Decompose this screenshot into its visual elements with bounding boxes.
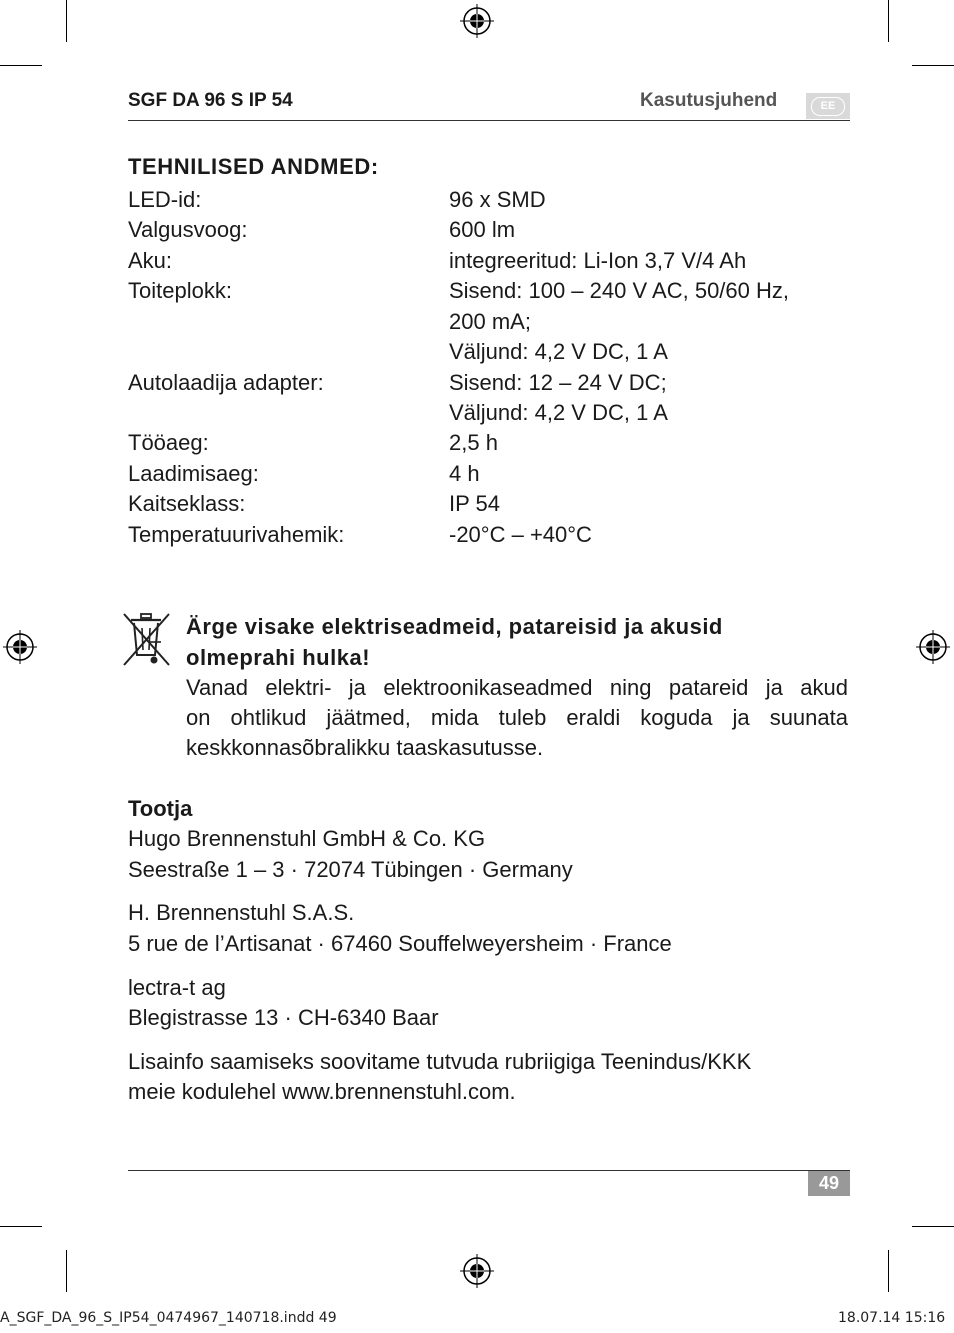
spec-value: 4 h [449,461,480,486]
disposal-warning-line: keskkonnasõbralikku taaskasutusse. [186,735,544,760]
language-code: EE [811,97,845,116]
header-doc-type: Kasutusjuhend [640,90,778,111]
manufacturer-line: Lisainfo saamiseks soovitame tutvuda rubriigiga Teenindus/KKK [128,1049,752,1074]
spec-key: LED-id: [128,187,202,212]
manufacturer-line: Blegistrasse 13 · CH-6340 Baar [128,1005,439,1030]
manufacturer-line: 5 rue de l’Artisanat · 67460 Souffelweyersheim · France [128,931,672,956]
crop-mark [912,65,954,66]
crop-mark [66,0,67,42]
crop-mark [888,0,889,42]
specs-title: TEHNILISED ANDMED: [128,154,379,179]
disposal-warning-title [186,611,850,673]
spec-value: integreeritud: Li-Ion 3,7 V/4 Ah [449,248,747,273]
file-slug: A_SGF_DA_96_S_IP54_0474967_140718.indd 49 [0,1310,337,1326]
footer-rule [128,1170,850,1171]
spec-value: 200 mA; [449,309,531,334]
spec-key: Kaitseklass: [128,491,246,516]
spec-value: Väljund: 4,2 V DC, 1 A [449,400,668,425]
crop-mark [888,1250,889,1292]
manufacturer-line: lectra-t ag [128,975,226,1000]
crop-mark [66,1250,67,1292]
spec-value: 600 lm [449,217,516,242]
registration-mark-icon [460,1254,494,1288]
spec-value: -20°C – +40°C [449,522,592,547]
disposal-warning-line: Vanad elektri- ja elektroonikaseadmed ning patareid ja akud [186,675,848,700]
spec-value: Sisend: 12 – 24 V DC; [449,370,667,395]
spec-key: Valgusvoog: [128,217,248,242]
crop-mark [0,1226,42,1227]
disposal-warning-text [186,673,848,763]
spec-value: Väljund: 4,2 V DC, 1 A [449,339,668,364]
spec-key: Temperatuurivahemik: [128,522,345,547]
header-rule [128,120,850,121]
crop-mark [912,1226,954,1227]
registration-mark-icon [460,4,494,38]
registration-mark-icon [3,630,37,664]
manufacturer-line: meie kodulehel www.brennenstuhl.com. [128,1079,516,1104]
crop-mark [0,65,42,66]
header-model: SGF DA 96 S IP 54 [128,90,293,111]
spec-value: 96 x SMD [449,187,546,212]
manufacturer-line: Seestraße 1 – 3 · 72074 Tübingen · Germany [128,857,573,882]
spec-key: Autolaadija adapter: [128,370,324,395]
spec-value: Sisend: 100 – 240 V AC, 50/60 Hz, [449,278,790,303]
manufacturer-line: H. Brennenstuhl S.A.S. [128,900,355,925]
spec-key: Aku: [128,248,173,273]
date-slug: 18.07.14 15:16 [838,1310,946,1326]
page-number: 49 [808,1171,850,1196]
manufacturer-title: Tootja [128,796,193,821]
language-tab [806,93,850,119]
spec-key: Toiteplokk: [128,278,232,303]
spec-value: 2,5 h [449,430,498,455]
disposal-warning-title-line: Ärge visake elektriseadmeid, patareisid ja akusid [186,614,723,639]
disposal-warning-title-line: olmeprahi hulka! [186,645,371,670]
spec-key: Laadimisaeg: [128,461,259,486]
spec-value: IP 54 [449,491,500,516]
crossed-bin-icon [122,612,172,668]
manufacturer-line: Hugo Brennenstuhl GmbH & Co. KG [128,826,486,851]
spec-key: Tööaeg: [128,430,209,455]
disposal-warning-line: on ohtlikud jäätmed, mida tuleb eraldi koguda ja suunata [186,705,848,730]
registration-mark-icon [916,630,950,664]
